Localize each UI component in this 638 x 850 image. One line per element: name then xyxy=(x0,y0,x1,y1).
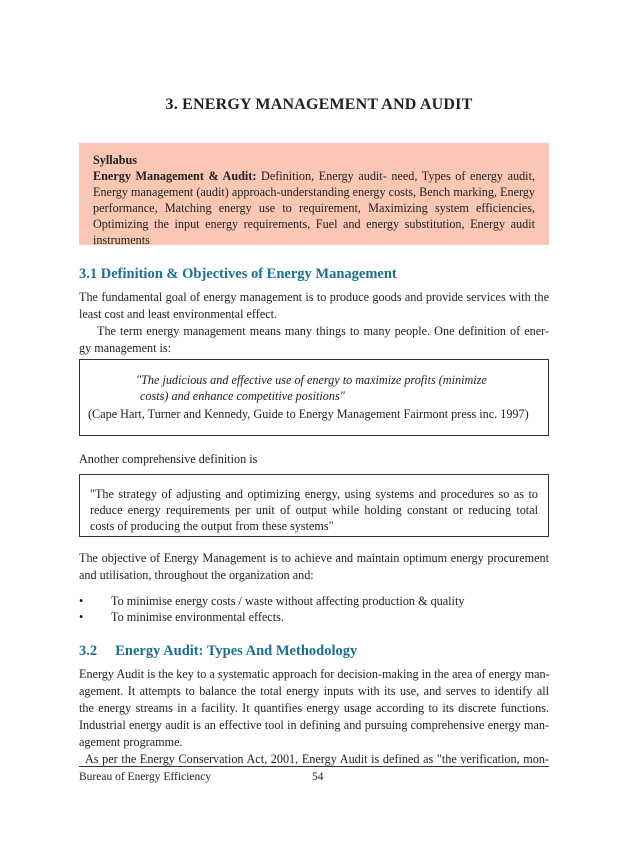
section-heading-3-2: 3.2 Energy Audit: Types And Methodology xyxy=(79,643,358,659)
text-line: Energy Audit is the key to a systematic approach for decision-making in the area of energy man- xyxy=(79,667,550,681)
definition-quote xyxy=(136,372,487,404)
syllabus-line: Energy management (audit) approach-understanding energy costs, Bench marking, Energy xyxy=(93,185,535,199)
paragraph-fundamental-goal xyxy=(79,289,549,323)
text-line: The fundamental goal of energy management is to produce goods and provide services with the xyxy=(79,290,549,304)
another-definition-intro: Another comprehensive definition is xyxy=(79,452,258,466)
page-number: 54 xyxy=(312,771,324,783)
paragraph-definition-intro xyxy=(79,323,549,357)
syllabus-line: Optimizing the input energy requirements, Fuel and energy substitution, Energy audit xyxy=(93,217,535,231)
bullet-icon: • xyxy=(79,594,84,608)
page-title: 3. ENERGY MANAGEMENT AND AUDIT xyxy=(165,96,473,113)
quote-line: "The judicious and effective use of energy to maximize profits (minimize xyxy=(136,373,487,387)
text-line: The term energy management means many things to many people. One definition of ener- xyxy=(97,324,549,338)
paragraph-objective xyxy=(79,550,549,584)
footer-divider xyxy=(79,766,549,767)
syllabus-box xyxy=(79,143,549,245)
syllabus-line: performance, Matching energy use to requirement, Maximizing system efficiencies, xyxy=(93,201,535,215)
citation: (Cape Hart, Turner and Kennedy, Guide to Energy Management Fairmont press inc. 1997) xyxy=(88,407,529,421)
text-line: As per the Energy Conservation Act, 2001, Energy Audit is defined as "the verification, mon- xyxy=(85,752,549,766)
syllabus-heading-line xyxy=(93,152,535,168)
syllabus-line xyxy=(93,168,535,184)
text-line: gy management is: xyxy=(79,341,172,355)
syllabus-lead: Energy Management & Audit: xyxy=(93,169,257,183)
quote-line: costs of producing the output from these systems" xyxy=(90,519,334,533)
quote-line: "The strategy of adjusting and optimizing energy, using systems and procedures so as to xyxy=(90,487,538,501)
definition-box-1 xyxy=(79,359,549,436)
section-heading-3-1: 3.1 Definition & Objectives of Energy Management xyxy=(79,266,397,282)
text-line: least cost and least environmental effect. xyxy=(79,307,278,321)
text-line: agement. It attempts to balance the total energy inputs with its use, and serves to identify all xyxy=(79,684,549,698)
quote-line: costs) and enhance competitive positions" xyxy=(140,389,345,403)
quote-line: reduce energy requirements per unit of output while holding constant or reducing total xyxy=(90,503,538,517)
text-line: The objective of Energy Management is to achieve and maintain optimum energy procurement xyxy=(79,551,549,565)
bullet-text: To minimise energy costs / waste without affecting production & quality xyxy=(111,594,465,608)
text-line: and utilisation, throughout the organization and: xyxy=(79,568,314,582)
text-line: Industrial energy audit is an effective tool in defining and pursuing comprehensive energy man- xyxy=(79,718,549,732)
text-line: the energy streams in a facility. It quantifies energy usage according to its discrete functions. xyxy=(79,701,549,715)
footer-organization: Bureau of Energy Efficiency xyxy=(79,771,212,783)
definition-quote xyxy=(90,486,538,534)
syllabus-line: instruments xyxy=(93,233,150,247)
bullet-icon: • xyxy=(79,610,84,624)
paragraph-energy-audit xyxy=(79,666,549,768)
syllabus-heading: Syllabus xyxy=(93,153,138,167)
definition-box-2 xyxy=(79,474,549,537)
text-line: agement programme. xyxy=(79,735,183,749)
bullet-text: To minimise environmental effects. xyxy=(111,610,284,624)
syllabus-text: Definition, Energy audit- need, Types of energy audit, xyxy=(256,169,535,183)
